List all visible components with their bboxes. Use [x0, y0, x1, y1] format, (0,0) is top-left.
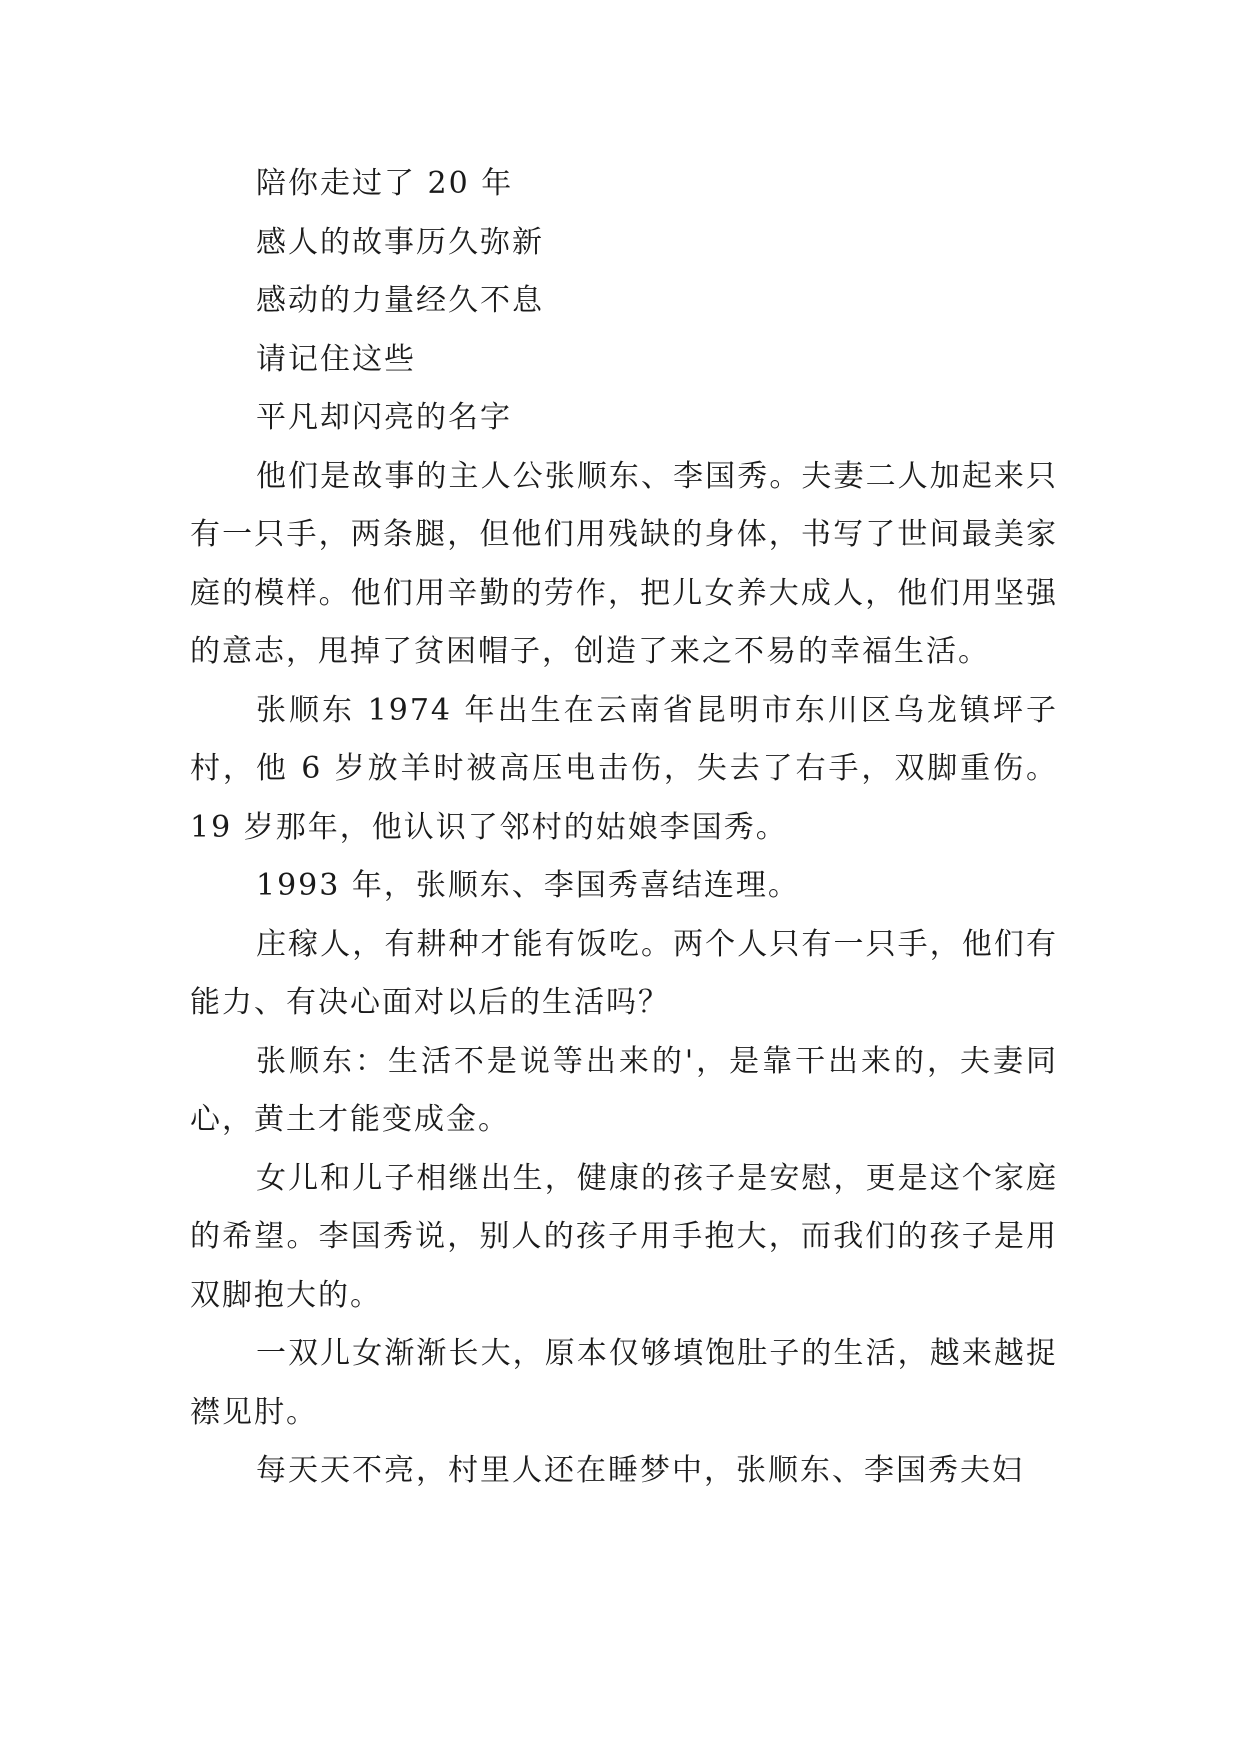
poem-line-5: 平凡却闪亮的名字 [256, 400, 512, 435]
paragraph-children: 女儿和儿子相继出生，健康的孩子是安慰，更是这个家庭的希望。李国秀说，别人的孩子用手抱大，而我们的孩子是用双脚抱大的。 [190, 1160, 1058, 1313]
poem-line-2: 感人的故事历久弥新 [256, 224, 544, 260]
poem-line-4: 请记住这些 [256, 341, 416, 377]
paragraph-quote: 张顺东：生活不是说等出来的'，是靠干出来的，夫妻同心，黄土才能变成金。 [190, 1043, 1058, 1137]
paragraph-growing: 一双儿女渐渐长大，原本仅够填饱肚子的生活，越来越捉襟见肘。 [190, 1336, 1058, 1430]
paragraph-question: 庄稼人，有耕种才能有饭吃。两个人只有一只手，他们有能力、有决心面对以后的生活吗？ [190, 926, 1058, 1020]
paragraph-intro: 他们是故事的主人公张顺东、李国秀。夫妻二人加起来只有一只手，两条腿，但他们用残缺的身体，书写了世间最美家庭的模样。他们用辛勤的劳作，把儿女养大成人，他们用坚强的意志，甩掉了贫困帽子，创造了来之不易的幸福生活。 [190, 458, 1058, 669]
poem-line-3: 感动的力量经久不息 [256, 283, 544, 318]
document-body [190, 155, 1058, 1501]
paragraph-background: 张顺东 1974 年出生在云南省昆明市东川区乌龙镇坪子村，他 6 岁放羊时被高压电击伤，失去了右手，双脚重伤。19 岁那年，他认识了邻村的姑娘李国秀。 [190, 692, 1058, 845]
poem-line-1: 陪你走过了 20 年 [256, 166, 514, 201]
paragraph-marriage: 1993 年，张顺东、李国秀喜结连理。 [256, 868, 800, 903]
paragraph-daily: 每天天不亮，村里人还在睡梦中，张顺东、李国秀夫妇 [256, 1453, 1024, 1488]
